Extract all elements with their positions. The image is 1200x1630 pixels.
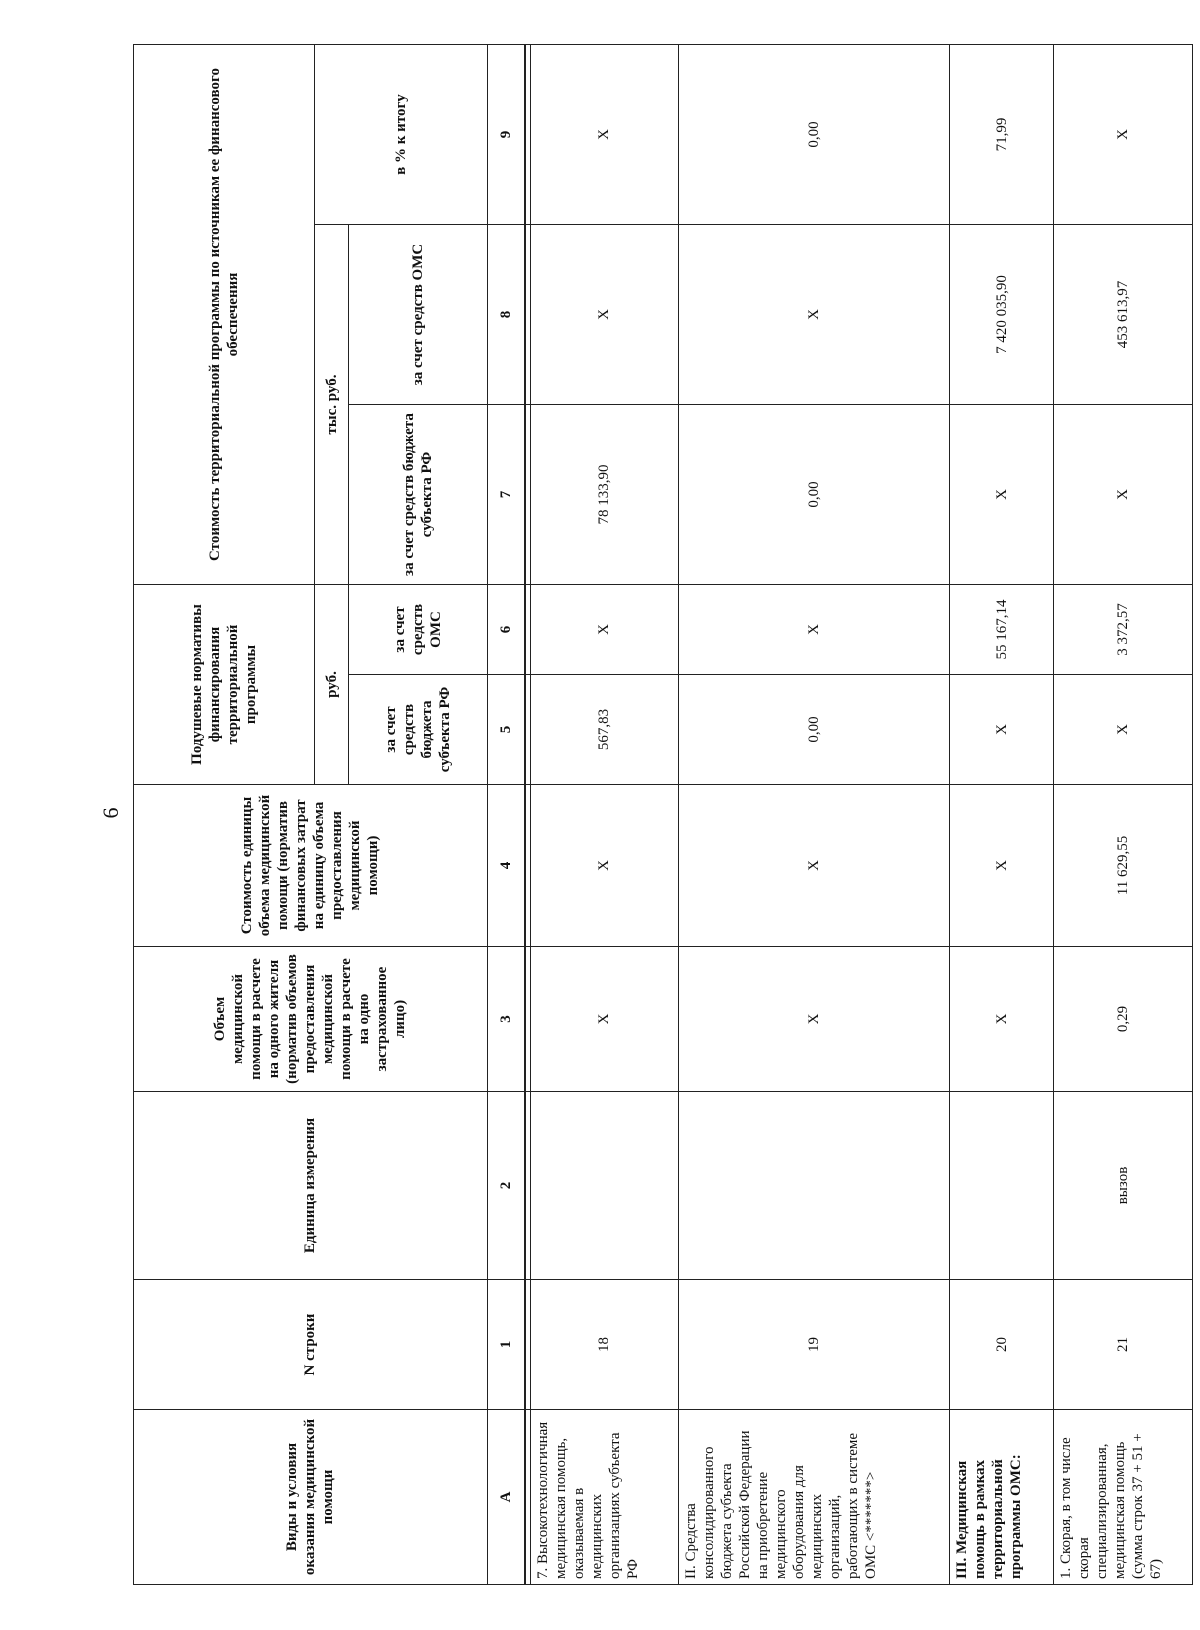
header-program-cost: Стоимость территориальной программы по источникам ее финансового обеспечения	[134, 44, 315, 584]
row-percent: X	[1054, 44, 1193, 224]
row-per-capita-oms: 3 372,57	[1054, 585, 1193, 675]
column-numbers-row	[487, 44, 525, 1584]
row-per-capita-oms: 55 167,14	[950, 585, 1054, 675]
row-line-number: 19	[678, 1280, 950, 1410]
header-unit-cost: Стоимость единицы объема медицинской помощи (норматив финансовых затрат на единицу объема предоставления медицинской помощи)	[134, 785, 488, 947]
row-name: II. Средства консолидированного бюджета субъекта Российской Федерации на приобретение медицинского оборудования для медицинских организаций, работающих в системе ОМС <*******>	[678, 1410, 950, 1585]
row-unit-cost: X	[950, 785, 1054, 947]
row-name: 7. Высокотехнологичная медицинская помощь, оказываемая в медицинских организациях субъекта РФ	[531, 1410, 678, 1585]
row-per-capita-budget: 567,83	[531, 675, 678, 785]
header-unit-rub: руб.	[315, 585, 349, 785]
row-per-capita-budget: X	[950, 675, 1054, 785]
row-cost-budget: X	[950, 405, 1054, 585]
row-cost-oms: 7 420 035,90	[950, 225, 1054, 405]
header-line-number: N строки	[134, 1280, 488, 1410]
row-percent: 0,00	[678, 44, 950, 224]
row-per-capita-oms: X	[678, 585, 950, 675]
table-row	[678, 44, 950, 1584]
row-cost-budget: 0,00	[678, 405, 950, 585]
column-number: 5	[487, 675, 525, 785]
row-unit	[950, 1092, 1054, 1280]
column-number: 1	[487, 1280, 525, 1410]
row-unit	[678, 1092, 950, 1280]
header-unit: Единица измерения	[134, 1092, 488, 1280]
column-number: 7	[487, 405, 525, 585]
row-volume: X	[950, 947, 1054, 1092]
row-name: 1. Скорая, в том числе скорая специализированная, медицинская помощь (сумма строк 37 + 51 + 67)	[1054, 1410, 1193, 1585]
header-cost-budget: за счет средств бюджета субъекта РФ	[348, 405, 487, 585]
table-row	[531, 44, 678, 1584]
row-volume: 0,29	[1054, 947, 1193, 1092]
page-number: 6	[98, 807, 123, 819]
row-line-number: 20	[950, 1280, 1054, 1410]
row-per-capita-budget: X	[1054, 675, 1193, 785]
row-per-capita-budget: 0,00	[678, 675, 950, 785]
row-volume: X	[531, 947, 678, 1092]
row-percent: 71,99	[950, 44, 1054, 224]
row-line-number: 21	[1054, 1280, 1193, 1410]
row-cost-oms: X	[678, 225, 950, 405]
column-number: 3	[487, 947, 525, 1092]
column-number: 2	[487, 1092, 525, 1280]
row-unit: вызов	[1054, 1092, 1193, 1280]
row-cost-oms: X	[531, 225, 678, 405]
row-per-capita-oms: X	[531, 585, 678, 675]
header-per-capita-oms: за счет средств ОМС	[348, 585, 487, 675]
row-unit-cost: 11 629,55	[1054, 785, 1193, 947]
row-line-number: 18	[531, 1280, 678, 1410]
table-row	[950, 44, 1054, 1584]
column-number: 9	[487, 44, 525, 224]
row-unit	[531, 1092, 678, 1280]
header-cost-oms: за счет средств ОМС	[348, 225, 487, 405]
row-volume: X	[678, 947, 950, 1092]
column-number: 6	[487, 585, 525, 675]
header-percent: в % к итогу	[315, 44, 488, 224]
row-percent: X	[531, 44, 678, 224]
row-cost-budget: 78 133,90	[531, 405, 678, 585]
rotated-table-container	[133, 45, 1193, 1585]
financing-table	[133, 44, 1193, 1585]
row-unit-cost: X	[531, 785, 678, 947]
row-cost-budget: X	[1054, 405, 1193, 585]
header-volume: Объем медицинской помощи в расчете на одного жителя (норматив объемов предоставления медицинской помощи в расчете на одно застрахованное лицо)	[134, 947, 488, 1092]
row-cost-oms: 453 613,97	[1054, 225, 1193, 405]
row-name: III. Медицинская помощь в рамках территориальной программы ОМС:	[950, 1410, 1054, 1585]
column-number: А	[487, 1410, 525, 1585]
column-number: 4	[487, 785, 525, 947]
header-kinds: Виды и условия оказания медицинской помощи	[134, 1410, 488, 1585]
row-unit-cost: X	[678, 785, 950, 947]
column-number: 8	[487, 225, 525, 405]
header-unit-thous: тыс. руб.	[315, 225, 349, 585]
table-row	[1054, 44, 1193, 1584]
header-per-capita-budget: за счет средств бюджета субъекта РФ	[348, 675, 487, 785]
header-per-capita: Подушевые нормативы финансирования территориальной программы	[134, 585, 315, 785]
